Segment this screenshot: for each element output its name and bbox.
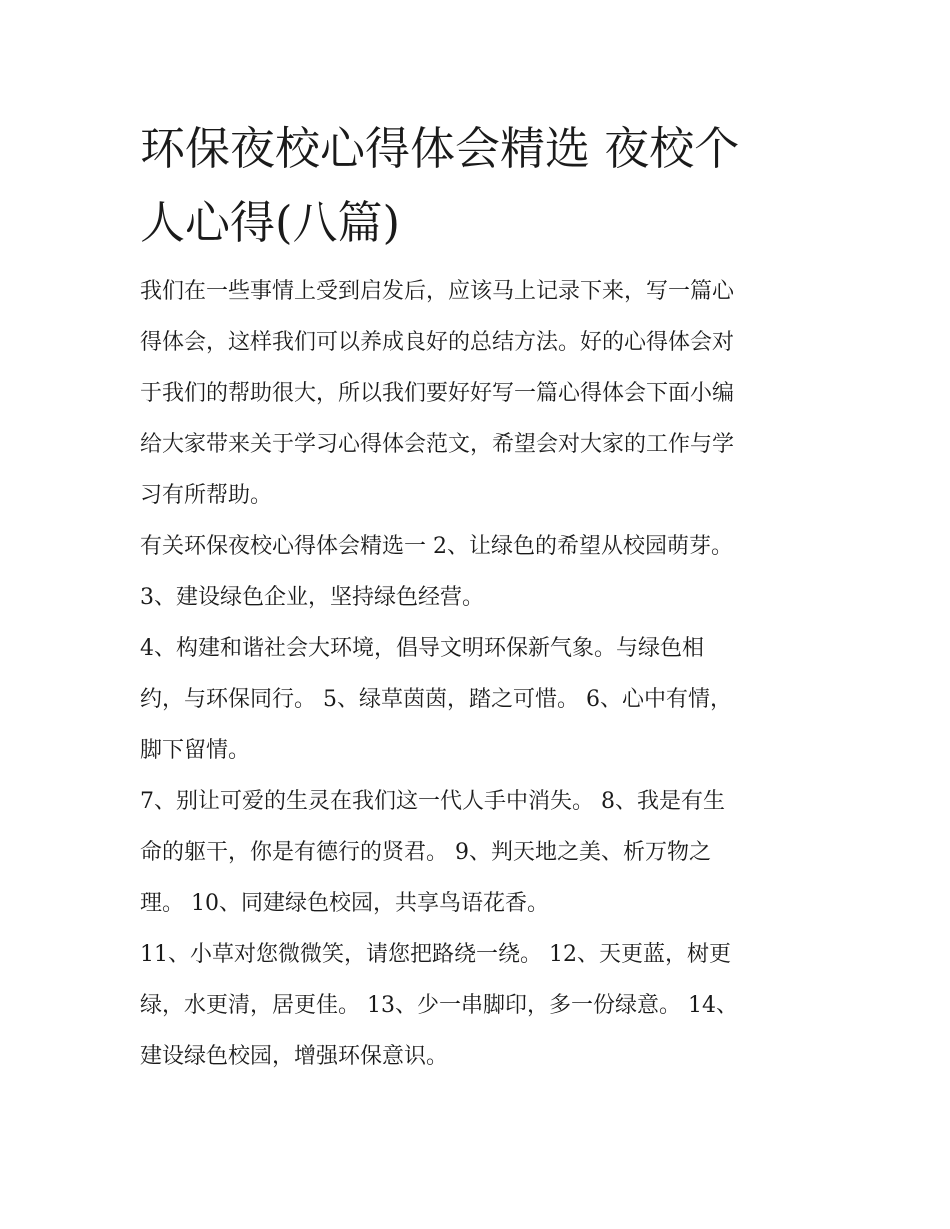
intro-paragraph: 我们在一些事情上受到启发后，应该马上记录下来，写一篇心 得体会，这样我们可以养成良好的总结方法。好的心得体会对 于我们的帮助很大，所以我们要好好写一篇心得体会下面小编 给大家带来关于学习心得体会范文，希望会对大家的工作与学 习有所帮助。	[140, 279, 735, 508]
paragraph-section-one: 有关环保夜校心得体会精选一 2、让绿色的希望从校园萌芽。	[140, 534, 733, 559]
paragraph-items-4-6: 4、构建和谐社会大环境，倡导文明环保新气象。与绿色相 约，与环保同行。 5、绿草茵茵，踏之可惜。 6、心中有情， 脚下留情。	[140, 636, 732, 763]
paragraph-items-11-14: 11、小草对您微微笑，请您把路绕一绕。 12、天更蓝，树更 绿，水更清，居更佳。 13、少一串脚印，多一份绿意。 14、 建设绿色校园，增强环保意识。	[140, 942, 738, 1069]
document-title: 环保夜校心得体会精选 夜校个 人心得(八篇)	[140, 122, 740, 249]
paragraph-item-3: 3、建设绿色企业，坚持绿色经营。	[140, 585, 484, 610]
document-body	[140, 112, 820, 1082]
paragraph-items-7-10: 7、别让可爱的生灵在我们这一代人手中消失。 8、我是有生 命的躯干，你是有德行的贤君。 9、判天地之美、析万物之 理。 10、同建绿色校园，共享鸟语花香。	[140, 789, 725, 916]
